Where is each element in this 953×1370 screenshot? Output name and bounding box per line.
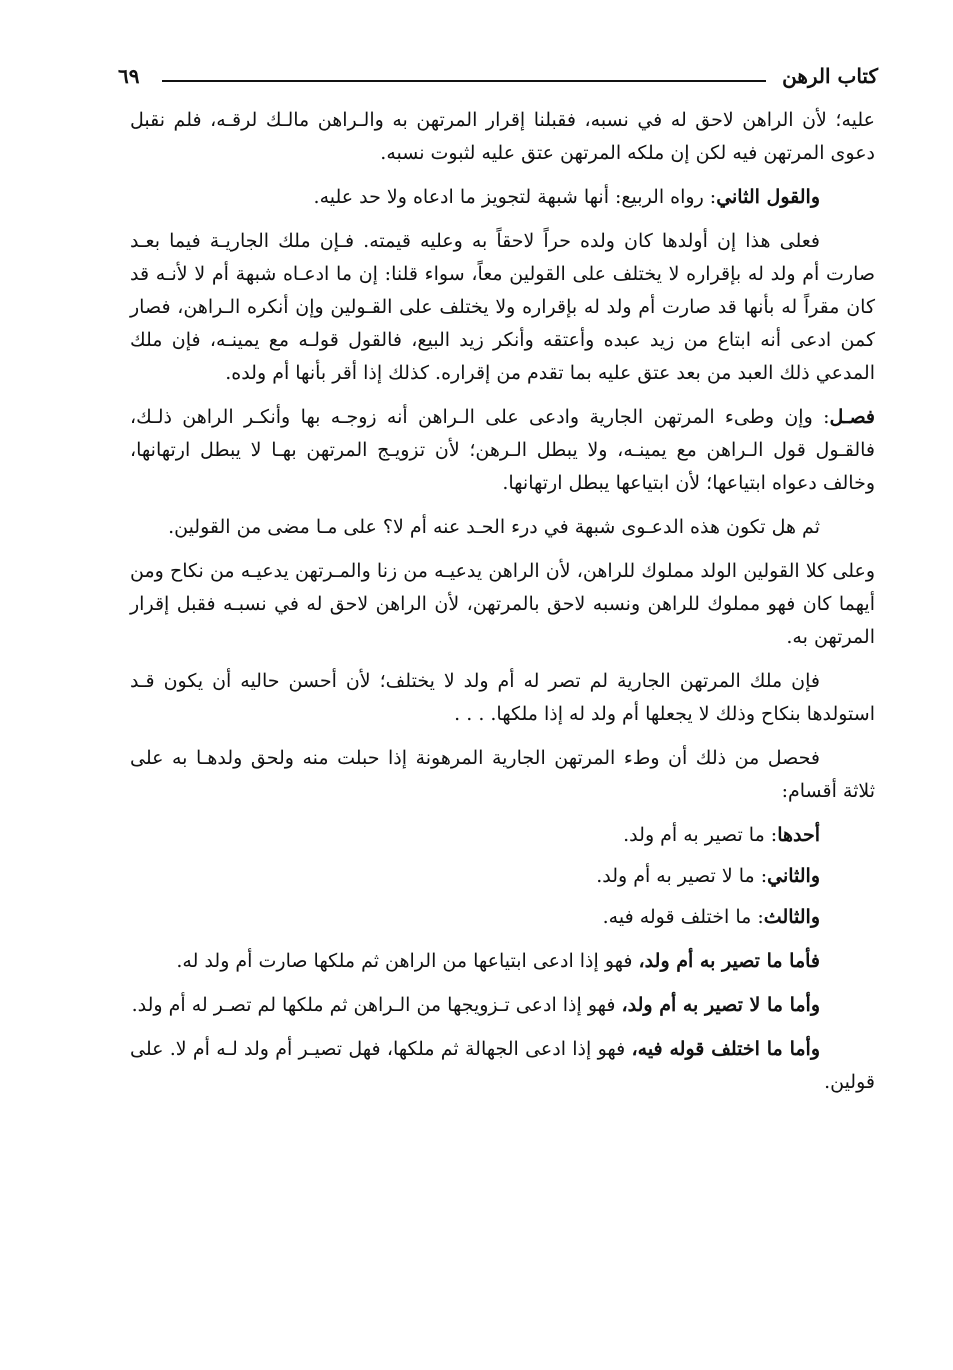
paragraph-7: فإن ملك المرتهن الجارية لم تصر له أم ولد لا يختلف؛ لأن أحسن حاليه أن يكون قـد استولدها بنكاح وذلك لا يجعلها أم ولد له إذا ملكها. . . . xyxy=(130,670,875,725)
running-header xyxy=(118,64,878,94)
paragraph-9 xyxy=(130,945,875,978)
list-item-1-lead: أحدها xyxy=(777,824,820,846)
paragraph-5: ثم هل تكون هذه الدعـوى شبهة في درء الحـد عنه أم لا؟ على مـا مضى من القولين. xyxy=(168,516,820,538)
list-item-2 xyxy=(130,860,875,893)
paragraph-2-lead: والقول الثاني xyxy=(716,186,820,208)
paragraph-9-lead: فأما ما تصير به أم ولد، xyxy=(638,950,820,972)
paragraph-11 xyxy=(130,1033,875,1099)
list-item-1-text: : ما تصير به أم ولد. xyxy=(623,824,778,846)
chapter-title: كتاب الرهن xyxy=(782,64,878,88)
paragraph-10-text: فهو إذا ادعى تـزويجها من الـراهن ثم ملكها لم تصـر له أم ولد. xyxy=(131,994,622,1016)
list-item-2-lead: والثاني xyxy=(767,865,820,887)
header-rule xyxy=(162,80,766,82)
paragraph-3: فعلى هذا إن أولدها كان ولده حراً لاحقاً به وعليه قيمته. فـإن ملك الجاريـة فيما بعـد صارت أم ولد له بإقراره لا يختلف على القولين معاً، سواء قلنا: إن ما ادعـاه شبهة أم لا لأنـه قد كان مقراً له بأنها قد صارت أم ولد له بإقراره ولا يختلف على القـولين وإن أنكره الـراهن، فصار كمن ادعى أنه ابتاع من زيد عبده وأعتقه وأنكر زيد البيع، فالقول قولـه مع يمينـه، فإن ملك المدعي ذلك العبد من بعد عتق عليه بما تقدم من إقراره. كذلك إذا أقر بأنها أم ولده. xyxy=(130,230,875,384)
paragraph-10-lead: وأما ما لا تصير به أم ولد، xyxy=(621,994,820,1016)
paragraph-11-lead: وأما ما اختلف قوله فيه، xyxy=(631,1038,820,1060)
body-text xyxy=(130,104,875,1110)
paragraph-4-lead: فصـل xyxy=(829,406,875,428)
list-item-1 xyxy=(130,819,875,852)
list-item-3 xyxy=(130,901,875,934)
paragraph-9-text: فهو إذا ادعى ابتياعها من الراهن ثم ملكها صارت أم ولد له. xyxy=(176,950,639,972)
paragraph-4-text: : وإن وطىء المرتهن الجارية وادعى على الـراهن أنه زوجـه بها وأنكـر الراهن ذلـك، فالقـول قول الـراهن مع يمينـه، ولا يبطل الـرهن؛ لأن تزويـج المرتهن بهـا لا يبطل ارتهانها، وخالف دعواه ابتياعها؛ لأن ابتياعها يبطل ارتهانها. xyxy=(130,406,875,494)
paragraph-10 xyxy=(130,989,875,1022)
paragraph-1: عليه؛ لأن الراهن لاحق له في نسبه، فقبلنا إقرار المرتهن به والـراهن مالـك لرقـه، فلم نقبل دعوى المرتهن فيه لكن إن ملكه المرتهن عتق عليه لثبوت نسبه. xyxy=(130,109,875,164)
list-item-3-lead: والثالث xyxy=(763,906,820,928)
paragraph-8: فحصل من ذلك أن وطء المرتهن الجارية المرهونة إذا حبلت منه ولحق ولدهـا به على ثلاثة أقسام: xyxy=(130,747,875,802)
paragraph-6: وعلى كلا القولين الولد مملوك للراهن، لأن الراهن يدعيـه من زنا والمـرتهن يدعيـه من نكاح ومن أيهما كان فهو مملوك للراهن ونسبه لاحق بالمرتهن، لأن الراهن لاحق له في نسبـه فقبل إقرار المرتهن به. xyxy=(130,560,875,648)
list-item-3-text: : ما اختلف قوله فيه. xyxy=(602,906,764,928)
page-number: ٦٩ xyxy=(118,64,140,88)
paragraph-2 xyxy=(130,181,875,214)
paragraph-11-text: فهو إذا ادعى الجهالة ثم ملكها، فهل تصيـر أم ولد لـه أم لا. على قولين. xyxy=(130,1038,875,1093)
list-item-2-text: : ما لا تصير به أم ولد. xyxy=(596,865,768,887)
paragraph-2-text: : رواه الربيع: أنها شبهة لتجويز ما ادعاه ولا حد عليه. xyxy=(313,186,717,208)
paragraph-4 xyxy=(130,401,875,500)
